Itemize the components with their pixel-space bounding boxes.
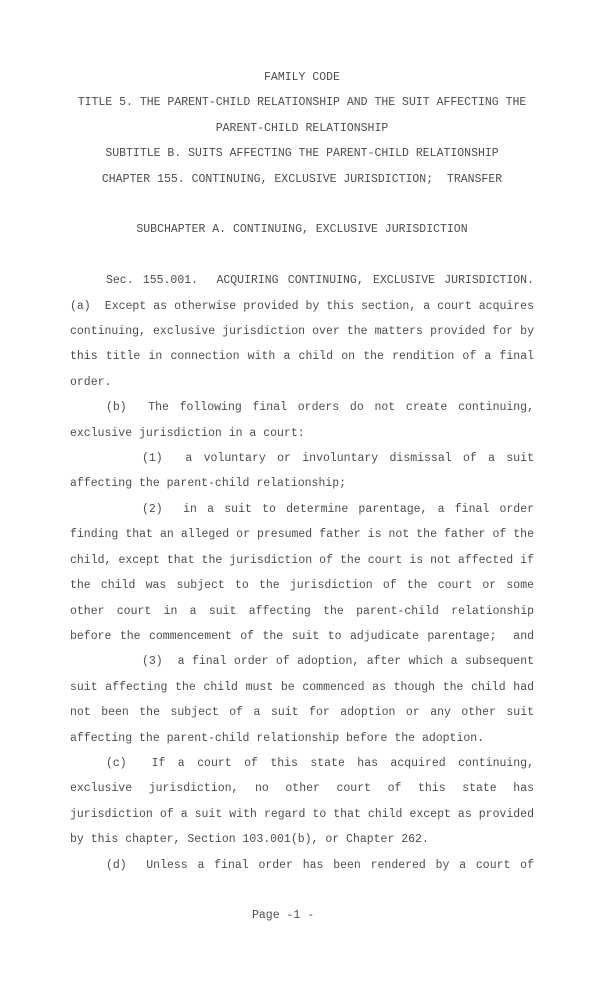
- text-line: not been the subject of a suit for adoption or any other suit: [70, 706, 534, 720]
- text-line: (3) a final order of adoption, after which a subsequent: [142, 655, 534, 669]
- text-line: this title in connection with a child on the rendition of a final: [70, 350, 534, 364]
- text-line: exclusive jurisdiction, no other court of this state has: [70, 782, 534, 796]
- text-line: by this chapter, Section 103.001(b), or Chapter 262.: [70, 833, 429, 847]
- text-line: jurisdiction of a suit with regard to that child except as provided: [70, 807, 534, 821]
- text-line: Sec. 155.001. ACQUIRING CONTINUING, EXCLUSIVE JURISDICTION.: [106, 274, 534, 288]
- text-line: affecting the parent-child relationship;: [70, 477, 347, 491]
- blank-line: [70, 878, 534, 903]
- text-line: exclusive jurisdiction in a court:: [70, 426, 305, 440]
- text-line: (1) a voluntary or involuntary dismissal of a suit: [142, 452, 534, 466]
- text-line: SUBCHAPTER A. CONTINUING, EXCLUSIVE JURISDICTION: [136, 223, 468, 237]
- text-line: CHAPTER 155. CONTINUING, EXCLUSIVE JURISDICTION; TRANSFER: [101, 172, 503, 186]
- text-line: PARENT-CHILD RELATIONSHIP: [215, 121, 389, 135]
- blank-line: [70, 243, 534, 268]
- text-line: affecting the parent-child relationship before the adoption.: [70, 731, 485, 745]
- text-line: child, except that the jurisdiction of the court is not affected if: [70, 553, 534, 567]
- text-line: FAMILY CODE: [264, 71, 340, 84]
- text-line: (2) in a suit to determine parentage, a final order: [142, 502, 534, 516]
- text-line: the child was subject to the jurisdiction of the court or some: [70, 579, 534, 593]
- text-line: (b) The following final orders do not create continuing,: [106, 401, 534, 415]
- text-line: (c) If a court of this state has acquired continuing,: [106, 756, 534, 770]
- text-line: finding that an alleged or presumed father is not the father of the: [70, 528, 534, 542]
- text-line: (d) Unless a final order has been rendered by a court of: [106, 858, 534, 872]
- text-line: SUBTITLE B. SUITS AFFECTING THE PARENT-CHILD RELATIONSHIP: [105, 147, 499, 161]
- text-line: suit affecting the child must be commenced as though the child had: [70, 680, 534, 694]
- text-line: before the commencement of the suit to adjudicate parentage; and: [70, 629, 534, 643]
- text-line: continuing, exclusive jurisdiction over the matters provided for by: [70, 325, 534, 339]
- text-line: (a) Except as otherwise provided by this section, a court acquires: [70, 299, 534, 313]
- text-line: other court in a suit affecting the parent-child relationship: [70, 604, 534, 618]
- page-footer: Page -1 -: [252, 909, 315, 923]
- text-line: TITLE 5. THE PARENT-CHILD RELATIONSHIP AND THE SUIT AFFECTING THE: [77, 96, 527, 110]
- text-line: order.: [70, 375, 112, 389]
- blank-line: [70, 192, 534, 217]
